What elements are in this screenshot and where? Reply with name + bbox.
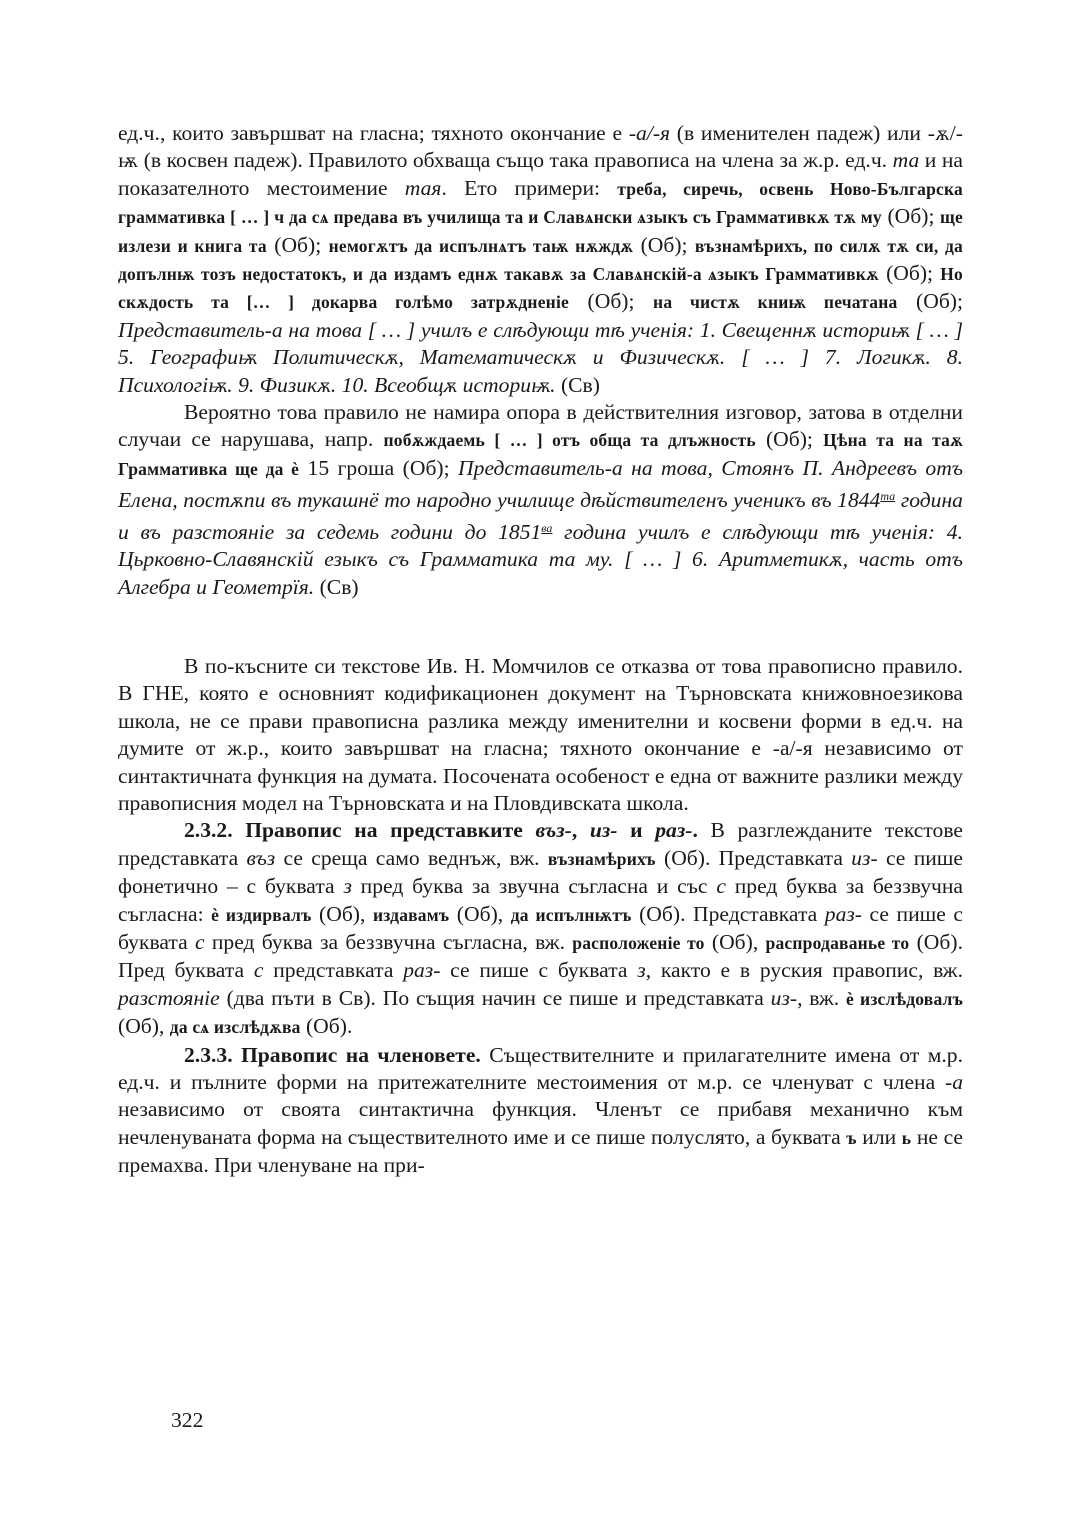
church-slavonic-quote: ще излези и книга та	[118, 207, 963, 256]
paragraph-2: Вероятно това правило не намира опора в действителния изговор, затова в отделни случаи се нарушава, напр. побѫждаемь [ … ] отъ обща та длъжность (Об); Цѣна та на таѫ Граммативка ще да ѐ 15 гроша (Об); Представитель-а на това, Стоянъ П. Андреевъ отъ Елена, постѫпи въ тукашнё то народно училище дѣйствителенъ ученикъ въ $1844^{та}$ година и въ разстояніе за седемь години до $1851^{ва}$ година училъ е слѣдующи тѣ ученія: 4. Цьрковно-Славянскій езыкъ съ Грамматика та му. [ … ] 6. Аритметикѫ, часть отъ Алгебра и Геометрїя. (Св)	[118, 400, 963, 599]
superscript: ва	[541, 520, 553, 535]
church-slavonic-quote: ѐ изслѣдовалъ	[846, 988, 963, 1009]
paragraph-gap	[118, 601, 963, 653]
church-slavonic-quote: издавамъ	[372, 904, 450, 925]
italic-quote: година училъ е слѣдующи тѣ ученія: 4. Цьрковно-Славянскій езыкъ съ Грамматика та му. [ … ] 6. Аритметикѫ, часть отъ Алгебра и Геометрїя.	[118, 519, 963, 599]
paragraph-4: 2.3.2. Правопис на представките въз-, из- и раз-. В разглежданите текстове представката въз се среща само веднъж, вж. възнамѣрихъ (Об). Представката из- се пише фонетично – с буквата з пред буква за звучна съгласна и със с пред буква за беззвучна съгласна: ѐ издирвалъ (Об), издавамъ (Об), да испълнѭтъ (Об). Представката раз- се пише с буквата с пред буква за беззвучна съгласна, вж. расположеніе то (Об), распродаванье то (Об). Пред буквата с представката раз- се пише с буквата з, както е в руския правопис, вж. разстояніе (два пъти в Св). По същия начин се пише и представката из-, вж. ѐ изслѣдовалъ (Об), да сѧ изслѣдѫва (Об).	[118, 818, 964, 1039]
church-slavonic-quote: да испълнѭтъ	[510, 904, 632, 925]
church-slavonic-quote: да сѧ изслѣдѫва	[169, 1017, 301, 1038]
church-slavonic-quote: на чистѫ книѭ печатана	[653, 292, 898, 313]
church-slavonic-quote: Цѣна та на таѫ Граммативка ще да ѐ	[118, 430, 963, 479]
paragraph-3: В по-късните си текстове Ив. Н. Момчилов се отказва от това правописно правило. В ГНЕ, която е основният кодификационен документ на Търновската книжовноезикова школа, не се прави правописна разлика между именителни и косвени форми в ед.ч. на думите от ж.р., които завършват на гласна; тяхното окончание е -а/-я независимо от синтактичната функция на думата. Посочената особеност е една от важните разлики между правописния модел на Търновската и на Пловдивската школа.	[118, 653, 963, 815]
section-heading-2-3-2: 2.3.2. Правопис на представките	[184, 818, 536, 843]
paragraph-5: 2.3.3. Правопис на членовете. Съществителните и прилагателните имена от м.р. ед.ч. и пълните форми на притежателните местоимения от м.р. се членуват с члена -а независимо от своята синтактична функция. Членът се прибавя механично към нечленуваната форма на съществителното име и се пише полуслято, а буквата ъ или ь не се премахва. При членуване на при-	[118, 1042, 964, 1178]
body-text	[118, 120, 963, 1180]
church-slavonic-quote: възнамѣрихъ	[547, 848, 656, 869]
church-slavonic-quote: Но скѫдость та [… ] докарва голѣмо затрѫдненіе	[118, 264, 963, 313]
church-slavonic-quote: распродаванье то	[765, 932, 910, 953]
section-heading-2-3-3: 2.3.3. Правопис на членовете.	[184, 1042, 481, 1067]
church-slavonic-quote: расположеніе то	[572, 932, 705, 953]
paragraph-1: ед.ч., които завършват на гласна; тяхното окончание е -а/-я (в именителен падеж) или -ѫ/-ѭ (в косвен падеж). Правилото обхваща също така правописа на члена за ж.р. ед.ч. та и на показателното местоимение тая. Ето примери: треба, сиречь, освень Ново-Българска граммативка [ … ] ч да сѧ предава въ училища та и Славѧнски ѧзыкъ съ Граммативкѫ тѫ му (Об); ще излези и книга та (Об); немогѫтъ да испълнѧтъ таѭ нѫждѫ (Об); възнамѣрихъ, по силѫ тѫ си, да допълнѭ тозъ недостатокъ, и да издамъ еднѫ такавѫ за Славѧнскій-а ѧзыкъ Граммативкѫ (Об); Но скѫдость та [… ] докарва голѣмо затрѫдненіе (Об); на чистѫ книѭ печатана (Об); Представитель-а на това [ … ] училъ е слѣдующи тѣ ученія: 1. Свещеннѫ историѭ [ … ] 5. Географиѭ Политическѫ, Математическѫ и Физическѫ. [ … ] 7. Логикѫ. 8. Психологіѭ. 9. Физикѫ. 10. Всеобщѫ историѭ. (Св)	[118, 121, 963, 397]
church-slavonic-quote: ѐ издирвалъ	[211, 904, 312, 925]
church-slavonic-quote: немогѫтъ да испълнѧтъ таѭ нѫждѫ	[328, 235, 634, 256]
church-slavonic-quote: треба, сиречь, освень Ново-Българска граммативка [ … ] ч да сѧ предава въ училища та и Славѧнски ѧзыкъ съ Граммативкѫ тѫ му	[118, 178, 963, 228]
church-slavonic-quote: възнамѣрихъ, по силѫ тѫ си, да допълнѭ тозъ недостатокъ, и да издамъ еднѫ такавѫ за Славѧнскій-а ѧзыкъ Граммативкѫ	[118, 235, 963, 285]
italic-quote: Представитель-а на това, Стоянъ П. Андреевъ отъ Елена, постѫпи въ тукашнё то народно училище дѣйствителенъ ученикъ въ 1844	[118, 455, 963, 513]
page-number: 322	[171, 1408, 204, 1432]
superscript: та	[880, 489, 896, 504]
italic-quote: Представитель-а на това [ … ] училъ е слѣдующи тѣ ученія: 1. Свещеннѫ историѭ [ … ] 5. Географиѭ Политическѫ, Математическѫ и Физическѫ. [ … ] 7. Логикѫ. 8. Психологіѭ. 9. Физикѫ. 10. Всеобщѫ историѭ.	[118, 317, 963, 397]
church-slavonic-quote: побѫждаемь [ … ] отъ обща та длъжность	[383, 430, 756, 451]
italic-quote: година и въ разстояніе за седемь години до 1851	[118, 488, 963, 544]
